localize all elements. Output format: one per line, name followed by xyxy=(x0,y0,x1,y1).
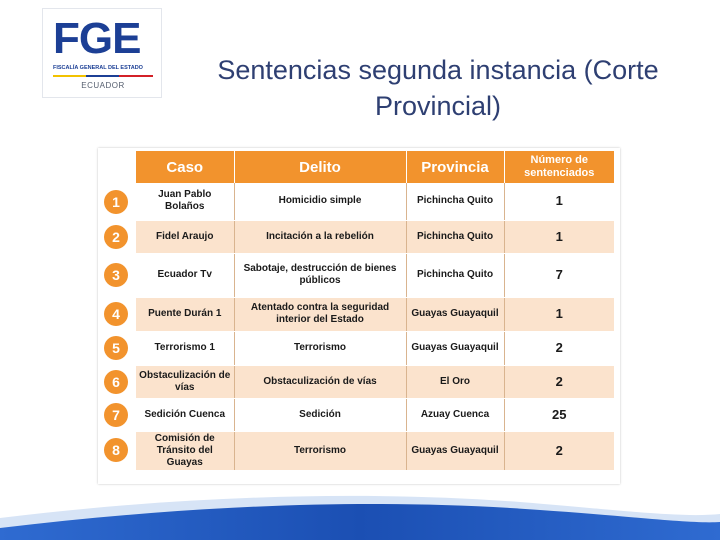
table-row xyxy=(136,297,614,331)
cell-sentenciados: 1 xyxy=(504,297,614,331)
table-row xyxy=(136,183,614,220)
cell-caso: Puente Durán 1 xyxy=(136,297,234,331)
cell-provincia: Azuay Cuenca xyxy=(406,398,504,431)
cell-provincia: El Oro xyxy=(406,365,504,398)
logo-country: ECUADOR xyxy=(81,81,125,90)
cell-sentenciados: 25 xyxy=(504,398,614,431)
table-row xyxy=(136,220,614,253)
table-row xyxy=(136,253,614,297)
cell-provincia: Pichincha Quito xyxy=(406,220,504,253)
cell-delito: Atentado contra la seguridad interior del Estado xyxy=(234,297,406,331)
row-number-badge: 1 xyxy=(104,190,128,214)
cell-provincia: Guayas Guayaquil xyxy=(406,331,504,365)
cell-sentenciados: 2 xyxy=(504,431,614,470)
logo-mark: FGE xyxy=(53,14,141,63)
cell-delito: Incitación a la rebelión xyxy=(234,220,406,253)
cell-sentenciados: 1 xyxy=(504,220,614,253)
cell-sentenciados: 2 xyxy=(504,331,614,365)
cell-provincia: Guayas Guayaquil xyxy=(406,297,504,331)
cell-provincia: Pichincha Quito xyxy=(406,183,504,220)
row-number-badge: 3 xyxy=(104,263,128,287)
row-number-badge: 8 xyxy=(104,438,128,462)
logo-subtitle: FISCALÍA GENERAL DEL ESTADO xyxy=(53,65,143,71)
bottom-wave-decoration xyxy=(0,488,720,540)
cell-sentenciados: 1 xyxy=(504,183,614,220)
table-row xyxy=(136,331,614,365)
slide-title-line-1: Sentencias segunda instancia (Corte xyxy=(217,55,659,85)
table-row xyxy=(136,431,614,470)
cell-caso: Sedición Cuenca xyxy=(136,398,234,431)
sentences-table xyxy=(136,151,614,471)
cell-sentenciados: 2 xyxy=(504,365,614,398)
header-caso: Caso xyxy=(136,151,234,183)
slide-title-line-2: Provincial) xyxy=(374,91,502,121)
row-number-badge: 2 xyxy=(104,225,128,249)
row-number-badge: 6 xyxy=(104,370,128,394)
cell-sentenciados: 7 xyxy=(504,253,614,297)
cell-caso: Obstaculización de vías xyxy=(136,365,234,398)
row-number-badge: 7 xyxy=(104,403,128,427)
cell-caso: Juan Pablo Bolaños xyxy=(136,183,234,220)
cell-delito: Terrorismo xyxy=(234,431,406,470)
cell-delito: Terrorismo xyxy=(234,331,406,365)
header-provincia: Provincia xyxy=(406,151,504,183)
row-number-badge: 5 xyxy=(104,336,128,360)
cell-delito: Obstaculización de vías xyxy=(234,365,406,398)
table-row xyxy=(136,365,614,398)
cell-caso: Terrorismo 1 xyxy=(136,331,234,365)
slide-title xyxy=(168,52,708,124)
cell-delito: Sedición xyxy=(234,398,406,431)
cell-caso: Fidel Araujo xyxy=(136,220,234,253)
table-row xyxy=(136,398,614,431)
fge-logo xyxy=(42,8,162,98)
header-delito: Delito xyxy=(234,151,406,183)
cell-provincia: Guayas Guayaquil xyxy=(406,431,504,470)
row-number-badge: 4 xyxy=(104,302,128,326)
cell-provincia: Pichincha Quito xyxy=(406,253,504,297)
cell-delito: Homicidio simple xyxy=(234,183,406,220)
cell-delito: Sabotaje, destrucción de bienes públicos xyxy=(234,253,406,297)
header-numero-sentenciados: Número de sentenciados xyxy=(504,151,614,183)
sentences-table-panel xyxy=(98,148,620,484)
cell-caso: Ecuador Tv xyxy=(136,253,234,297)
table-header-row xyxy=(136,151,614,183)
logo-flag-stripe xyxy=(53,75,153,77)
row-number-column xyxy=(98,148,134,484)
cell-caso: Comisión de Tránsito del Guayas xyxy=(136,431,234,470)
